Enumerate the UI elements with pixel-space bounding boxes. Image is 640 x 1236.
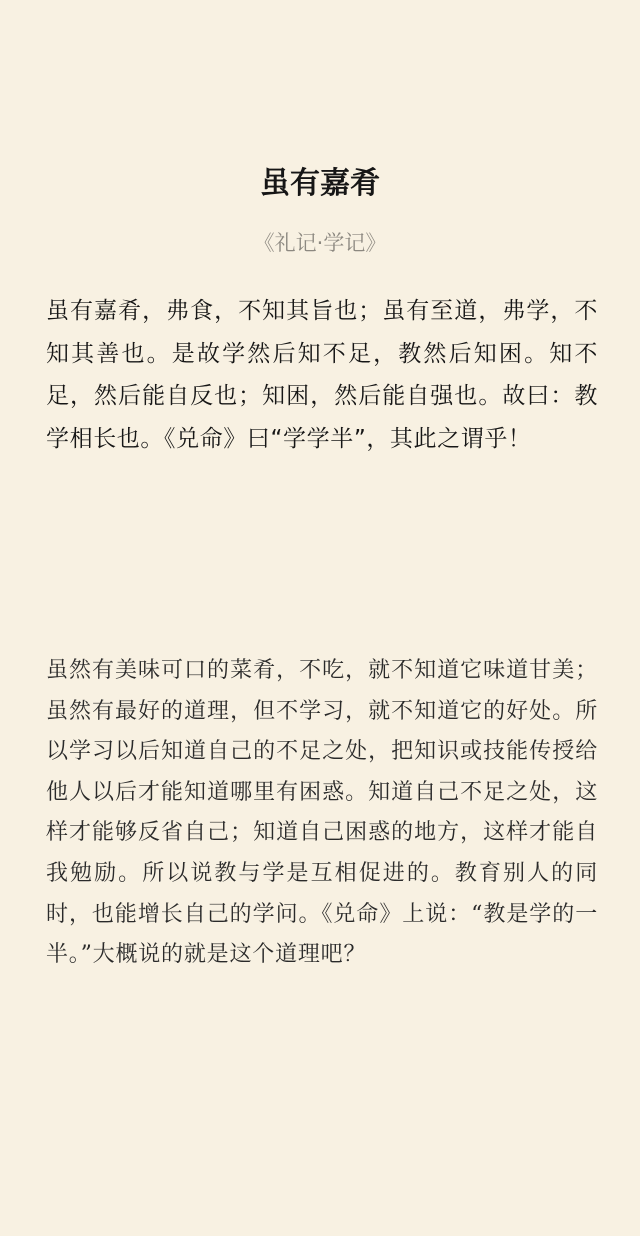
translation-text: 虽然有美味可口的菜肴，不吃，就不知道它味道甘美；虽然有最好的道理，但不学习，就不知道它的好处。所以学习以后知道自己的不足之处，把知识或技能传授给他人以后才能知道哪里有困惑。知道自己不足之处，这样才能够反省自己；知道自己困惑的地方，这样才能自我勉励。所以说教与学是互相促进的。教育别人的同时，也能增长自己的学问。《兑命》上说：“教是学的一半。”大概说的就是这个道理吧？ — [46, 658, 598, 968]
classical-text: 虽有嘉肴，弗食，不知其旨也；虽有至道，弗学，不知其善也。是故学然后知不足，教然后知困。知不足，然后能自反也；知困，然后能自强也。故曰：教学相长也。《兑命》曰“学学半”，其此之谓乎！ — [46, 298, 598, 452]
article-title: 虽有嘉肴 — [260, 166, 380, 201]
article-source: 《礼记·学记》 — [253, 231, 387, 255]
